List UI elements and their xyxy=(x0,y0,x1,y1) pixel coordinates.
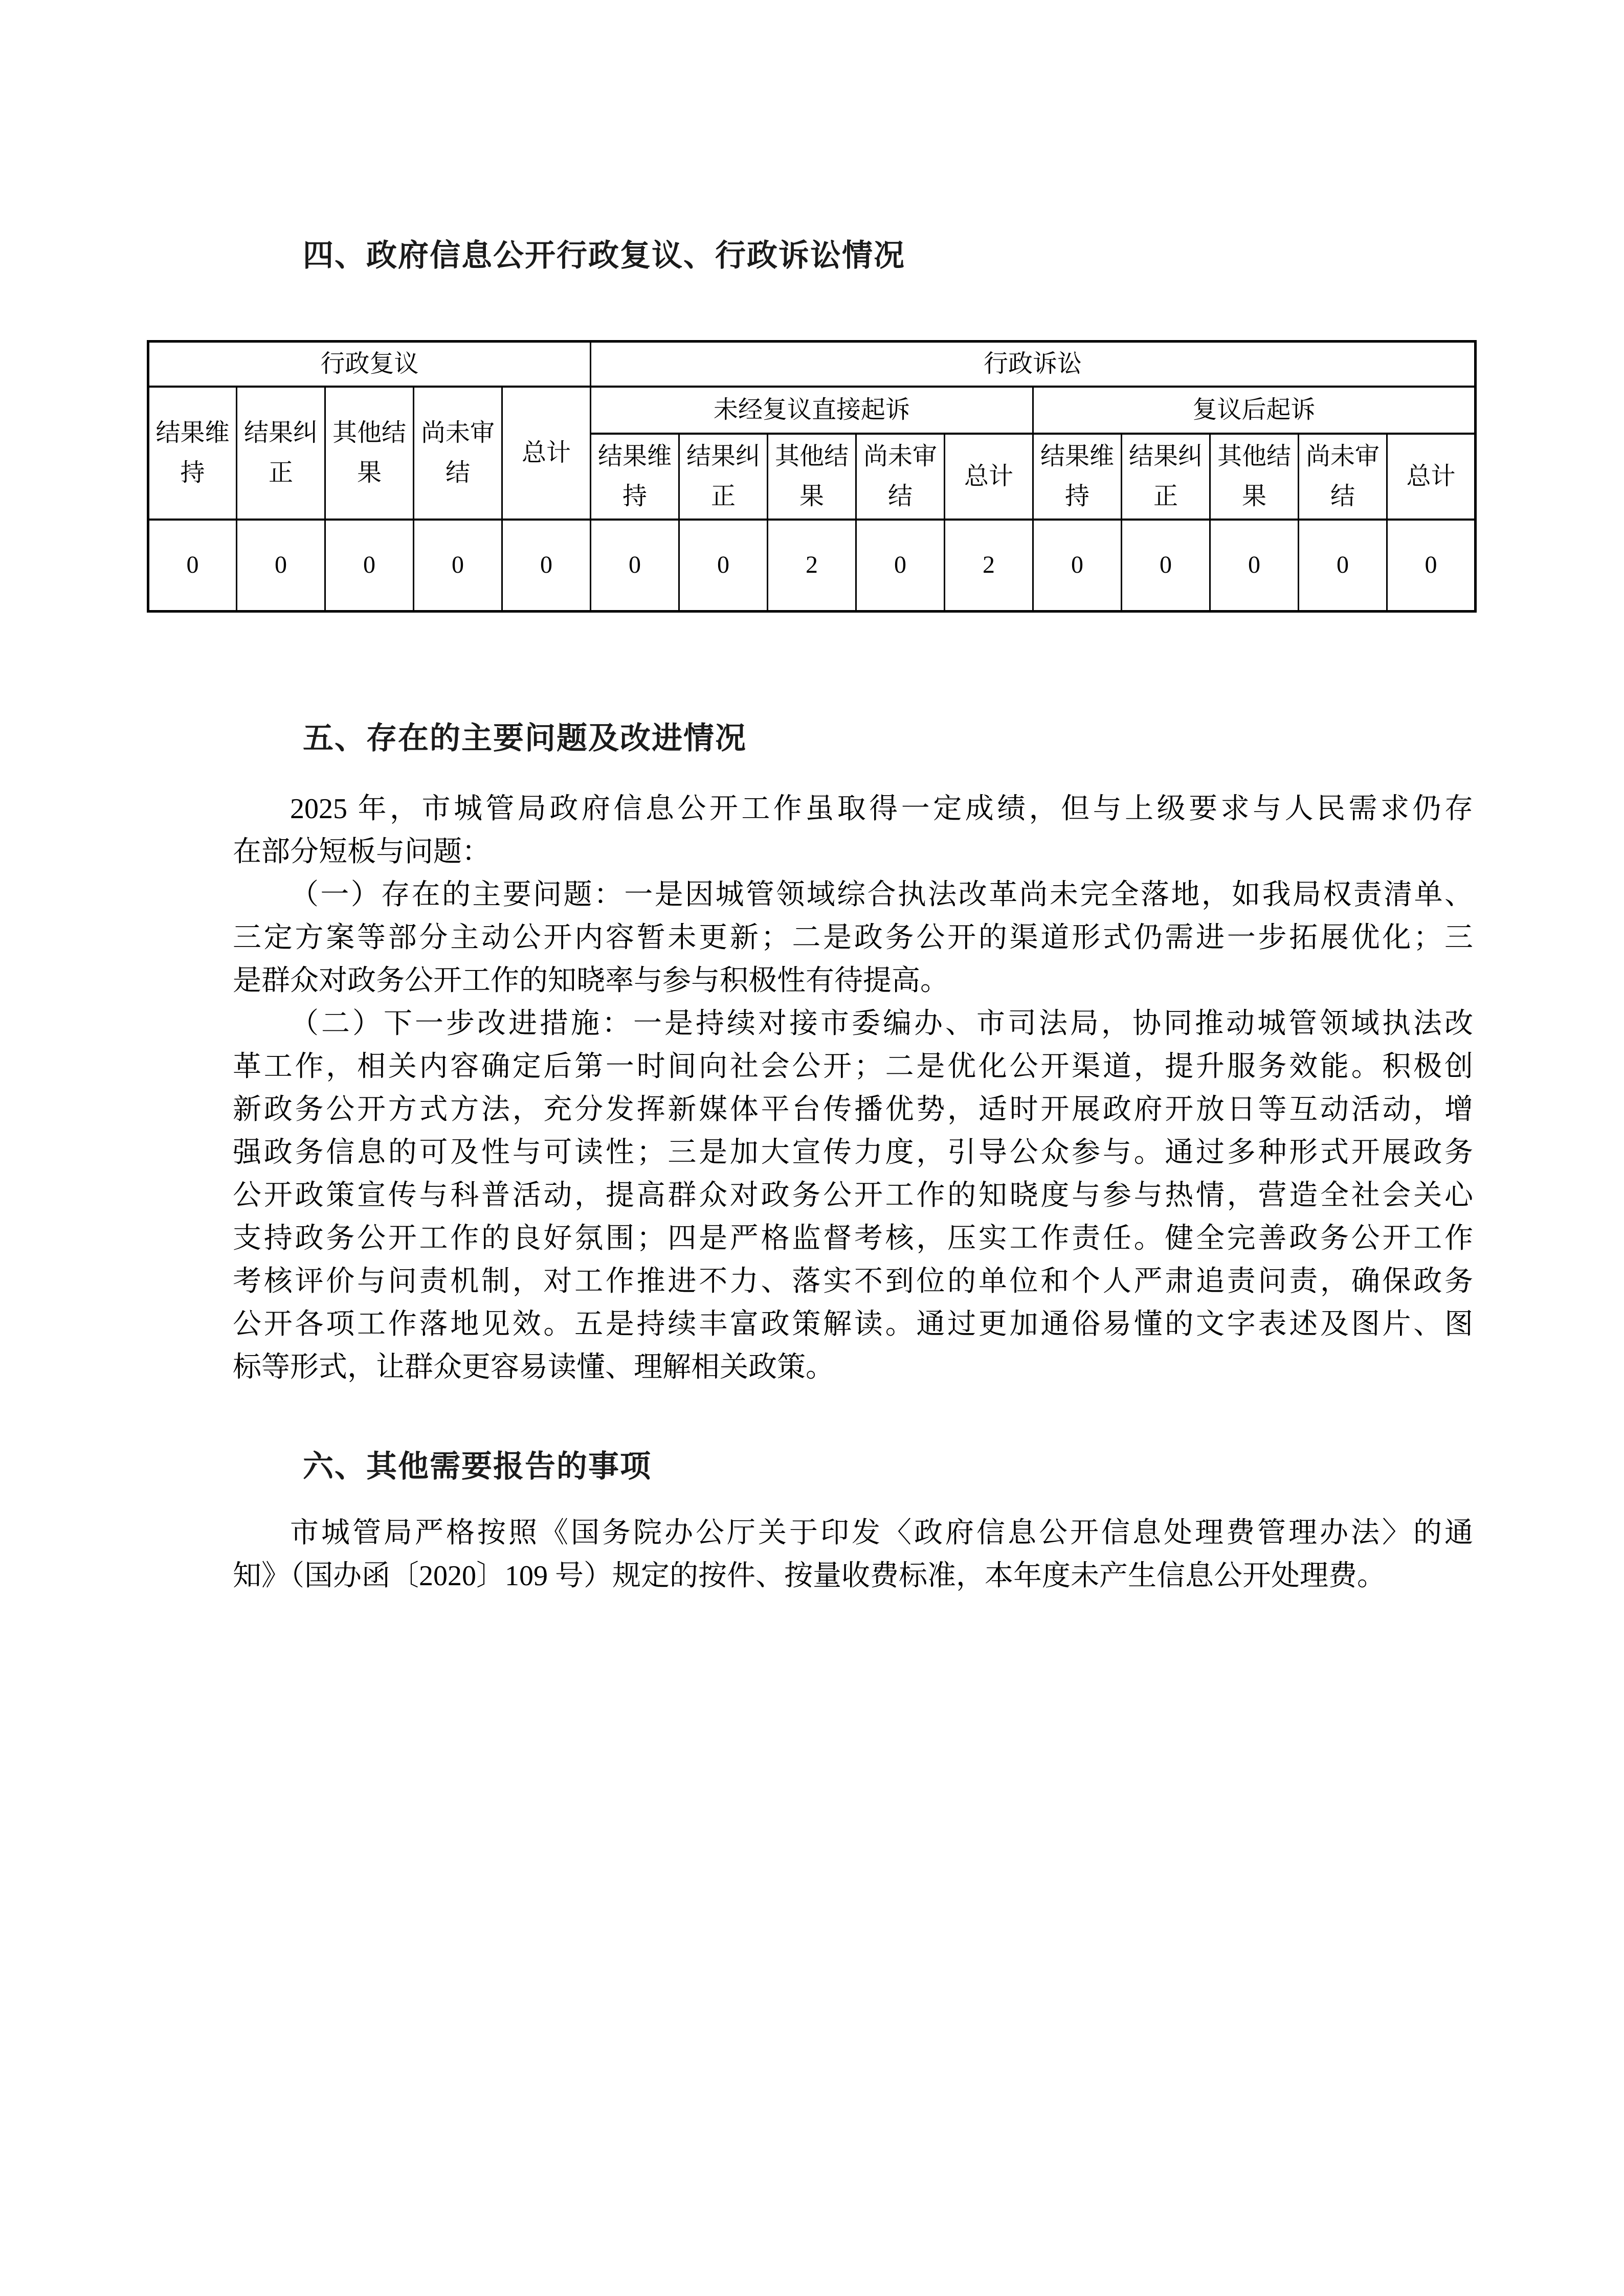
col-header-after-other: 其他结果 xyxy=(1210,434,1299,520)
text-line: 公开各项工作落地见效。五是持续丰富政策解读。通过更加通俗易懂的文字表述及图片、图 xyxy=(233,1309,1473,1340)
table-row-subgroups xyxy=(148,387,1476,434)
paragraph-intro xyxy=(233,787,1473,873)
text-line: 市城管局严格按照《国务院办公厅关于印发〈政府信息公开信息处理费管理办法〉的通 xyxy=(290,1517,1473,1549)
value-cell-direct-corrected: 0 xyxy=(679,520,768,612)
col-header-review-corrected: 结果纠正 xyxy=(237,387,325,520)
text-line: 革工作，相关内容确定后第一时间向社会公开；二是优化公开渠道，提升服务效能。积极创 xyxy=(233,1051,1473,1083)
subgroup-header-after-review-suit: 复议后起诉 xyxy=(1033,387,1476,434)
value-cell-direct-pending: 0 xyxy=(856,520,945,612)
value-cell-review-corrected: 0 xyxy=(237,520,325,612)
value-cell-direct-upheld: 0 xyxy=(591,520,679,612)
text-line: 三定方案等部分主动公开内容暂未更新；二是政务公开的渠道形式仍需进一步拓展优化；三 xyxy=(233,922,1473,954)
text-line: （二）下一步改进措施：一是持续对接市委编办、市司法局，协同推动城管领域执法改 xyxy=(290,1008,1473,1040)
value-cell-after-total: 0 xyxy=(1387,520,1476,612)
col-header-after-total: 总计 xyxy=(1387,434,1476,520)
col-header-review-pending: 尚未审结 xyxy=(414,387,502,520)
text-line: 强政务信息的可及性与可读性；三是加大宣传力度，引导公众参与。通过多种形式开展政务 xyxy=(233,1137,1473,1168)
text-line: 2025 年，市城管局政府信息公开工作虽取得一定成绩，但与上级要求与人民需求仍存 xyxy=(290,793,1473,825)
subgroup-header-direct-suit: 未经复议直接起诉 xyxy=(591,387,1033,434)
value-cell-after-corrected: 0 xyxy=(1122,520,1210,612)
col-header-review-other: 其他结果 xyxy=(325,387,414,520)
value-cell-review-total: 0 xyxy=(502,520,591,612)
col-header-review-total: 总计 xyxy=(502,387,591,520)
col-header-direct-pending: 尚未审结 xyxy=(856,434,945,520)
group-header-review: 行政复议 xyxy=(148,342,591,387)
paragraph-problems xyxy=(233,873,1473,1002)
text-line: 公开政策宣传与科普活动，提高群众对政务公开工作的知晓度与参与热情，营造全社会关心 xyxy=(233,1180,1473,1211)
review-litigation-table-wrap xyxy=(147,340,1477,613)
review-litigation-table xyxy=(147,340,1477,613)
col-header-after-corrected: 结果纠正 xyxy=(1122,434,1210,520)
value-cell-direct-total: 2 xyxy=(945,520,1033,612)
value-cell-review-other: 0 xyxy=(325,520,414,612)
value-cell-review-pending: 0 xyxy=(414,520,502,612)
value-cell-after-upheld: 0 xyxy=(1033,520,1122,612)
value-cell-direct-other: 2 xyxy=(768,520,856,612)
col-header-direct-total: 总计 xyxy=(945,434,1033,520)
value-cell-review-upheld: 0 xyxy=(148,520,237,612)
paragraph-measures xyxy=(233,1002,1473,1389)
section-5-title: 五、存在的主要问题及改进情况 xyxy=(303,722,747,755)
section-5-body xyxy=(233,787,1473,1389)
text-line: （一）存在的主要问题：一是因城管领域综合执法改革尚未完全落地，如我局权责清单、 xyxy=(290,879,1473,911)
text-line: 新政务公开方式方法，充分发挥新媒体平台传播优势，适时开展政府开放日等互动活动，增 xyxy=(233,1094,1473,1126)
text-line: 考核评价与问责机制，对工作推进不力、落实不到位的单位和个人严肃追责问责，确保政务 xyxy=(233,1266,1473,1297)
value-cell-after-other: 0 xyxy=(1210,520,1299,612)
paragraph-fees xyxy=(233,1512,1473,1597)
col-header-review-upheld: 结果维持 xyxy=(148,387,237,520)
section-6-body xyxy=(233,1512,1473,1597)
section-4-title: 四、政府信息公开行政复议、行政诉讼情况 xyxy=(303,239,905,273)
table-row-groups xyxy=(148,342,1476,387)
col-header-direct-corrected: 结果纠正 xyxy=(679,434,768,520)
col-header-direct-other: 其他结果 xyxy=(768,434,856,520)
text-line: 支持政务公开工作的良好氛围；四是严格监督考核，压实工作责任。健全完善政务公开工作 xyxy=(233,1223,1473,1254)
col-header-direct-upheld: 结果维持 xyxy=(591,434,679,520)
text-line: 标等形式，让群众更容易读懂、理解相关政策。 xyxy=(233,1352,834,1383)
group-header-litigation: 行政诉讼 xyxy=(591,342,1476,387)
text-line: 知》（国办函〔2020〕109 号）规定的按件、按量收费标准，本年度未产生信息公开处理费。 xyxy=(233,1560,1386,1592)
value-cell-after-pending: 0 xyxy=(1299,520,1387,612)
table-row-values xyxy=(148,520,1476,612)
text-line: 是群众对政务公开工作的知晓率与参与积极性有待提高。 xyxy=(233,965,949,997)
text-line: 在部分短板与问题： xyxy=(233,836,491,868)
col-header-after-upheld: 结果维持 xyxy=(1033,434,1122,520)
col-header-after-pending: 尚未审结 xyxy=(1299,434,1387,520)
section-6-title: 六、其他需要报告的事项 xyxy=(303,1450,652,1483)
